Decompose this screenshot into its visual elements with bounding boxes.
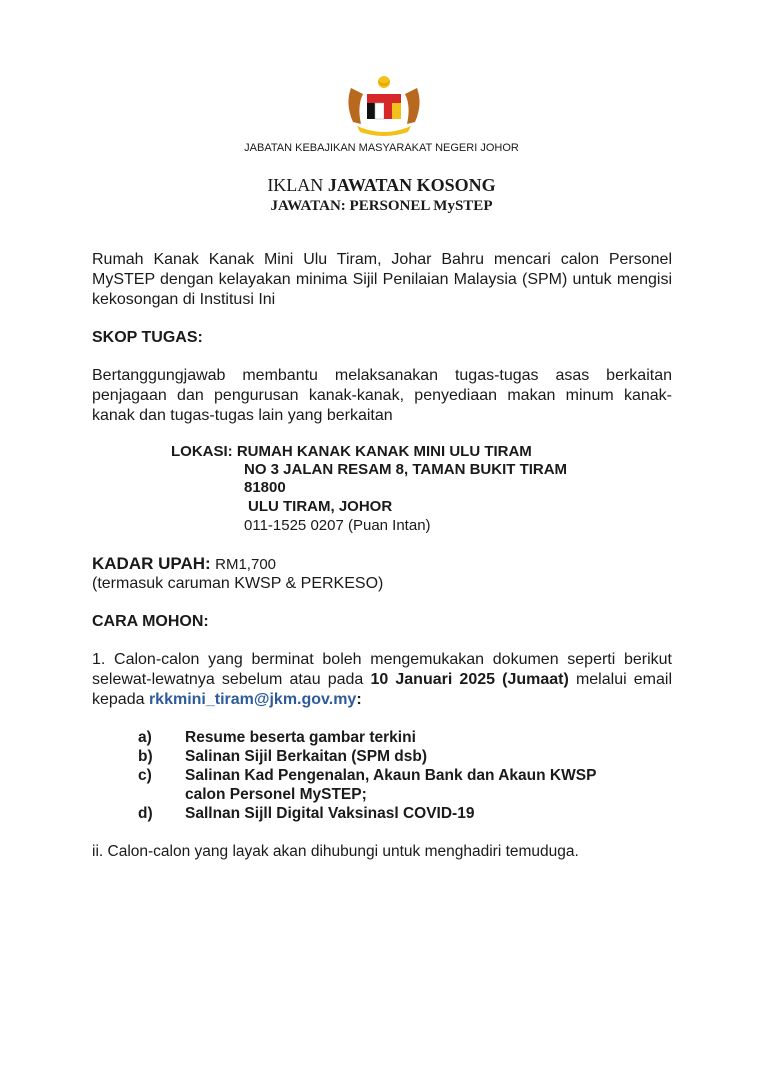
deadline-date: 10 Januari 2025 (Jumaat) [370, 671, 569, 688]
intro-paragraph: Rumah Kanak Kanak Mini Ulu Tiram, Johar Bahru mencari calon Personel MySTEP dengan kelayakan minima Sijil Penilaian Malaysia (SPM) untuk mengisi kekosongan di Institusi Ini [92, 251, 672, 308]
location-city: ULU TIRAM, JOHOR [248, 498, 393, 515]
email-link[interactable]: rkkmini_tiram@jkm.gov.my [148, 691, 357, 708]
list-text: Salinan Kad Pengenalan, Akaun Bank dan Akaun KWSP [185, 767, 597, 784]
location-label: LOKASI [171, 443, 228, 460]
location-postcode: 81800 [244, 479, 286, 496]
wage-line [92, 554, 276, 574]
list-letter: d) [138, 805, 153, 822]
wage-label: KADAR UPAH: [92, 554, 211, 573]
malaysia-coat-of-arms-logo [345, 74, 423, 138]
list-item [138, 728, 416, 747]
apply-text: 1. Calon-calon yang berminat boleh mengemukakan dokumen seperti berikut selewat-lewatnya sebelum atau pada [92, 651, 672, 688]
page-title [0, 175, 763, 196]
colon: : [356, 691, 362, 708]
interview-note: ii. Calon-calon yang layak akan dihubungi untuk menghadiri temuduga. [92, 843, 579, 860]
apply-heading: CARA MOHON: [92, 613, 209, 630]
list-item [138, 747, 427, 766]
list-letter: b) [138, 748, 153, 765]
list-item [138, 804, 474, 823]
scope-paragraph: Bertanggungjawab membantu melaksanakan tugas-tugas asas berkaitan penjagaan dan pengurusan kanak-kanak, penyediaan makan minum kanak-kanak dan tugas-tugas lain yang berkaitan [92, 367, 672, 424]
apply-text-2: melalui email kepada [92, 671, 673, 708]
location-phone: 011-1525 0207 (Puan Intan) [244, 517, 431, 534]
location-name: : RUMAH KANAK KANAK MINI ULU TIRAM [227, 443, 532, 460]
list-text: Resume beserta gambar terkini [185, 729, 416, 746]
scope-heading: SKOP TUGAS: [92, 329, 203, 346]
location-line-2: NO 3 JALAN RESAM 8, TAMAN BUKIT TIRAM [244, 461, 568, 478]
agency-name: JABATAN KEBAJIKAN MASYARAKAT NEGERI JOHOR [244, 142, 519, 154]
list-item [138, 766, 596, 804]
list-text-cont: calon Personel MySTEP; [185, 786, 367, 803]
location-line-1 [171, 443, 532, 460]
list-letter: a) [138, 729, 152, 746]
wage-note: (termasuk caruman KWSP & PERKESO) [92, 575, 384, 592]
list-letter: c) [138, 767, 152, 784]
apply-paragraph [92, 650, 672, 710]
title-plain: IKLAN [267, 175, 328, 195]
list-text: Sallnan Sijll Digital Vaksinasl COVID-19 [185, 805, 475, 822]
list-text: Salinan Sijil Berkaitan (SPM dsb) [185, 748, 428, 765]
title-bold: JAWATAN KOSONG [327, 175, 496, 195]
page-subtitle: JAWATAN: PERSONEL MySTEP [270, 198, 493, 214]
wage-value: RM1,700 [215, 556, 277, 573]
